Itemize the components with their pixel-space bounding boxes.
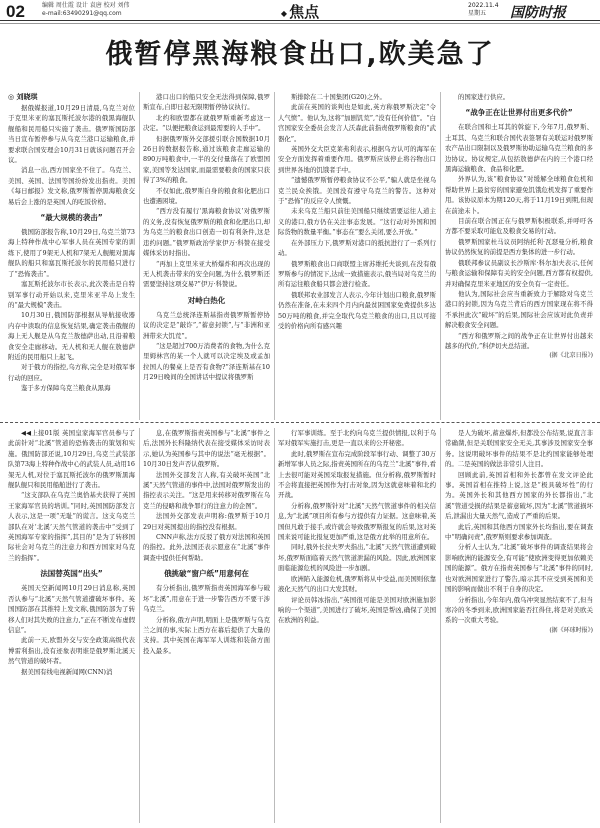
header-rule [0, 23, 600, 24]
article-column-3 [278, 92, 436, 419]
article-paragraph: “这是超过700万消费者的食物,为什么克里姆林宫的某一个人就可以决定埃及或孟加拉国人的餐桌上是否有食物?”泽连斯基在10月29日晚间的全国讲话中提议将俄罗斯 [143, 341, 270, 382]
article-paragraph: 分析称,俄罗斯针对“北溪”天然气管道事件的相关信息,为“北溪”项目所有参与方提供有力证据。这意味着,英国但凡敢于接手,或许就会导致俄罗斯报复的后果,这对英国来说可能比报复更加严重,这是俄方此举的用意所在。 [278, 501, 436, 542]
article-paragraph: 英国外交大臣克莱弗利表示,根据乌方认可的海军在安全方面发挥着重要作用。俄罗斯应该停止将谷物出口到世界各地的饥饿者手中。 [278, 145, 436, 174]
article-paragraph: 分析指出,今年年内,俄乌冲突显然结束不了,但当寒冷的冬季到来,欧洲国家能否扛得住,将是对美欧关系的一次重大考验。 [445, 595, 593, 625]
article-paragraph: 目前在联合国正在与俄罗斯积极联系,并呼吁各方都不要采取可能危及粮食交易的行动。 [445, 217, 593, 236]
section-divider [0, 422, 600, 423]
column-rule [440, 428, 441, 823]
article-paragraph: 同时,俄外长拉夫罗夫指出,“北溪”天然气管道遭到破坏,俄罗斯面临着天然气管道泄漏的风险。因此,欧洲国家面临能源危机的风险进一步加剧。 [278, 543, 436, 573]
article-paragraph: 消息一出,西方国家坐不住了。乌克兰、美国、英国、法国等国纷纷发出指责。美国《每日邮报》发文称,俄罗斯暂停黑海粮食交易后会上涨的是英国人的吃饭价格。 [8, 166, 135, 206]
article-paragraph: 此前一天,欧盟外交与安全政策高级代表博雷利指出,没有迹象表明谁是俄罗斯北溪天然气管道的破坏者。 [8, 636, 135, 666]
article-paragraph: 未来乌克兰船只前往美国船只继续需要运往人道主义的港口,俄方仍在关注事态发展。“这行动对外国和国际货物的数量平衡。”事态在“要么关闭,要么开放。” [278, 207, 436, 237]
article-paragraph: 俄联邦农业部发言人表示,今年计划出口粮食,俄罗斯仍然在准备,在未来四个月内向最贫困国家免费提供多达50万吨的粮食,并完全取代乌克兰粮食的出口,且以可接受的价格向所有感兴趣 [278, 290, 436, 330]
weekday-text: 星期五 [468, 10, 487, 17]
article-column-4 [445, 92, 593, 419]
section-subheading: 俄挑破“窗户纸”用意何在 [164, 569, 249, 579]
article-paragraph: 此后,英国和其他西方国家外长均指出,要在调查中“明确问责”,俄罗斯则要求参加调查。 [445, 522, 593, 542]
main-headline: 俄暂停黑海粮食出口,欧美急了 [105, 39, 495, 70]
article-paragraph: 塞瓦斯托波尔市长表示,此次袭击是自特别军事行动开始以来,克里米亚半岛上发生的“最大规模”袭击。 [8, 280, 135, 309]
article-paragraph: 在外部压力下,俄罗斯对港口的抵抗进行了一系列行动。 [278, 238, 436, 258]
article-paragraph: 据美国有线电视新闻网(CNN)消 [21, 667, 113, 676]
section-subheading: “战争正在让世界付出更多代价” [465, 108, 573, 118]
column-rule [274, 92, 275, 420]
page-number: 02 [6, 2, 25, 21]
article-column-1 [8, 103, 135, 419]
article-column-2 [143, 92, 270, 419]
article-paragraph: “遗憾俄罗斯暂停粮食协议不公平,”骗人就是坐视乌克兰民众挨饿。美国没有遵守乌克兰的警告。这种对于“恐怖”的反应令人愤慨。 [278, 176, 436, 206]
column-rule [440, 92, 441, 420]
byline-author: 刘晓琪 [16, 93, 38, 101]
article-paragraph: “西方没有履行‘黑海粮食协议’对俄罗斯的义务,没有恢复俄罗斯的粮食和化肥出口,却为乌克兰的粮食出口创造一切有利条件,这是违约问题。”俄罗斯政治学家伊万·科赞在接受媒体采访时指出。 [143, 207, 270, 258]
article-paragraph: “再加上克里米亚大桥爆炸和再次出现的无人机袭击带来的安全问题,为什么俄罗斯还需要坚持这项交易?”伊万·科赞说。 [143, 259, 270, 289]
article-paragraph: 港口出口的船只安全无法得到保障,俄罗斯宣布,自即日起无限期暂停协议执行。 [143, 93, 270, 112]
article-paragraph: 但据俄罗斯外交部援引联合国数据10月26日的数据报告称,通过该粮食走廊运输的890万吨粮食中,一半的交付量落在了欧盟国家,美国等发达国家,而最需要粮食的国家只获得了3%的粮食。 [143, 134, 270, 185]
article-paragraph: 的国家进行供应。 [458, 93, 510, 101]
article-paragraph: “西方和俄罗斯之间的战争正在让世界付出越来越多的代价,”科伊切夫总结道。 [445, 331, 593, 350]
article-paragraph: 此前在英国的谈判也是如此,英方称俄罗斯决定“令人气愤”。他认为,这将“加剧饥荒”,“没有任何价值”。“白宫国家安全委员会发言人沃森此前指责俄罗斯粮食的“武器化”。 [278, 103, 436, 143]
source-credit: (据《北京日报》) [549, 352, 593, 360]
page-header [0, 0, 600, 21]
article-paragraph: 斯排除在二十国集团(G20)之外。 [291, 93, 386, 101]
article-paragraph: 法国外交部发表声明称:俄罗斯于10月29日对英国提出的指控没有根据。 [143, 512, 270, 531]
article-paragraph: 不仅如此,俄罗斯自身的粮食和化肥出口也遭遇困境。 [143, 186, 270, 206]
masthead-brand: 国防时报 [510, 5, 566, 21]
article-paragraph: 息,在俄罗斯指责英国参与“北溪”事件之后,法国外长科隆纳代表在接受媒体采访时表示,她认为英国参与其中的说法“毫无根据”。10月30日发声否认俄罗斯。 [143, 429, 270, 469]
section-subheading: “最大规模的袭击” [40, 213, 103, 223]
section-subheading: 法国替英国“出头” [40, 569, 103, 579]
article-paragraph: “这支部队在乌克兰奥恰基夫获得了英国王家海军官员的培训。”同时,英国国防部发言人表示,这是一项“无耻”的谎言。这支乌克兰部队在对‘北溪’天然气管道的袭击中“受到了英国海军专家的指挥”,其目的“是为了转移国际社会对乌克兰的注意力和西方国家对乌克兰的指挥”。 [8, 491, 135, 562]
editor-meta [42, 2, 130, 18]
article-paragraph: 俄罗斯国家杜马议员阿纳托利·瓦瑟曼分析,粮食协议仍然恢复的前提是西方集体的进一步行动。 [445, 237, 593, 257]
article-paragraph: 据俄媒报道,10月29日清晨,乌克兰对位于克里米亚的塞瓦斯托波尔港的俄黑海舰队舰船和民用船只实施了袭击。俄罗斯国防部当日宣布暂停参与从乌克兰港口运输粮食,并要求联合国安理会10月31日就该问题召开会议。 [8, 104, 135, 165]
article-paragraph: 有分析指出,俄罗斯指责英国海军参与破坏“北溪”,用意在于进一步警告西方不要干涉乌克兰。 [143, 584, 270, 614]
column-rule [139, 92, 140, 420]
article-paragraph: 对于俄方的指控,乌方称,完全是对俄军事行动的回应。 [8, 363, 135, 382]
column-rule [139, 428, 140, 823]
article-column-7 [278, 428, 436, 823]
article-paragraph: 回顾此前,英国首相和外长都曾在发文评论此事。英国首相在推特上说,这是“极具破坏性”的行为。英国外长和其他西方国家的外长都指出,“北溪”管道受损的结果是蓄意破坏,因为“北溪”管道损坏后,泄漏出大量天然气,造成了严重的后果。 [445, 470, 593, 521]
article-paragraph: 法国外交部发言人称,有关破坏英国“北溪”天然气管道的事件中,法国对俄罗斯发出的指控表示关注。“这是用来转移对俄罗斯在乌克兰的侵略和战争罪行的注意力的企图”。 [143, 470, 270, 510]
editor-email: e-mail:63490291@qq.com [42, 10, 122, 17]
article-paragraph: 他认为,国际社会应当重新致力于解除对乌克兰港口的封锁,因为乌克兰背后的西方国家现在将不得不承担此次“破坏”的后果,国际社会应该对此负责并解决粮食安全问题。 [445, 289, 593, 330]
article-paragraph: 10月30日,俄国防部根据从导航接收器内存中读取的信息恢复结果,确定袭击俄舰的海上无人舰是从乌克兰敖德萨出动,且沿着粮食安全走廊移动。无人机和无人舰在敖德萨附近的民用船只上起飞。 [8, 311, 135, 361]
editor-credits: 编辑 周仕霞 设计 袁唐 校对 刘伟 [42, 2, 130, 9]
article-paragraph: 鉴于多方保障乌克兰粮食从黑海 [21, 384, 111, 393]
article-paragraph: 评论员韩冰指出,“英国很可能是美国对欧洲施加影响的一个渠道”,美国进行了破坏,英国是帮凶,确保了美国在欧洲的利益。 [278, 595, 436, 625]
article-paragraph: 分析人士认为,“北溪”破坏事件的调查结果将会影响欧洲的能源安全,有可能“使欧洲变得更加依赖美国的能源”。俄方在指责英国参与“北溪”事件的同时,也对欧洲国家进行了警告,暗示其不应受到英国和美国的影响而做出不利于自身的决定。 [445, 543, 593, 594]
article-paragraph: ◀◀上接01版 英国皇家海军官员参与了此前针对“北溪”管道的恐怖袭击的策划和实施。俄国防部还说,10月29日,乌克兰武装部队第73海上特种作战中心的武装人员,动用16架无人机,对位于塞瓦斯托波尔的俄罗斯黑海舰队舰只和民用船舶进行了袭击。 [8, 429, 135, 490]
article-paragraph: 俄联邦参议员副议长沙斯库·科尔加夫表示,任何与粮食运输和保障有关的安全问题,西方都有权提供,并对确保克里米亚地区的安全负有一定责任。 [445, 258, 593, 288]
issue-date [468, 2, 499, 18]
article-paragraph: 英国天空新闻网10月29日消息称,英国否认参与“北溪”天然气管道遭破坏事件。英国国防部在其推特上发文称,俄国防部为了转移人们对其失败的注意力,“正在不断发布虚假信息”。 [8, 584, 135, 634]
article-paragraph: 俄罗斯粮食出口商联盟主席苏维托夫谈到,在没有俄罗斯参与的情况下,达成一致措施表示,俄当局对乌克兰的所有运往粮食船只都会进行检查。 [278, 259, 436, 289]
article-paragraph: 是人为破坏,蓄意爆炸,但都没公布结果,说直言非常确凿,但是关联国家安全无关,其事涉及国家安全事务。这说明破坏事件的结果不是北约国家能够处理的。二是英国的做法非常引人注目。 [445, 429, 593, 469]
article-paragraph: 行军事训练。至于北约向乌克兰提供情报,以利于乌军对俄军实施打击,更是一直以来的公开秘密。 [278, 429, 436, 448]
column-rule [274, 428, 275, 823]
article-paragraph: 分析称,俄方声明,明面上是俄罗斯与乌克兰之间的事,实际上西方在幕后提供了大量的支持。其中英国在海军军人训练和装备方面投入最多。 [143, 615, 270, 655]
article-column-6 [143, 428, 270, 823]
article-paragraph: 北约和欧盟都在就俄罗斯重新考虑这一决定。“以便把粮食运到最需要的人手中”。 [143, 113, 270, 133]
date-text: 2022.11.4 [468, 2, 499, 9]
article-paragraph: CNN声称,法方反驳了俄方对法国和英国的指控。此外,法国还表示愿意在“北溪”事件调查中提供任何帮助。 [143, 533, 270, 562]
article-paragraph: 在联合国和土耳其的斡旋下,今年7月,俄罗斯、土耳其、乌克兰和联合国代表签署有关联运对俄罗斯农产品出口限制以及俄罗斯协助运输乌克兰粮食的多边协议。协议规定,从包括敖德萨在内的三个港口经黑海运输粮食、食品和化肥。 [445, 123, 593, 174]
article-paragraph: 俄国防部报告称,10月29日,乌克兰第73海上特种作战中心军事人员在英国专家的训练下,使用了9架无人机和7架无人舰艇对黑海舰队的船只和塞瓦斯托波尔的民用船只进行了“恐怖袭击”。 [8, 228, 135, 278]
article-paragraph: 欧洲陷入能源危机,俄罗斯将从中受益,而美国则依靠液化天然气的出口大发其财。 [278, 574, 436, 594]
article-paragraph: 此时,俄罗斯在宣布完成阶段军事行动、调整了30万新增军事人员之际,指责英国所在的乌克兰“北溪”事件,看上去很可能对英国采取报复措施。但分析称,俄罗斯暂时不会将直接把英国作为打击对象,因为这就意味着和北约开战。 [278, 449, 436, 500]
article-column-5 [8, 428, 135, 823]
article-paragraph: 外界认为,该“粮食协议”对缓解全球粮食危机和帮助世界上最贫穷的国家避免饥饿危机发挥了重要作用。该协议原本为期120天,将于11月19日到期,但现在前途未卜。 [445, 175, 593, 215]
article-column-8 [445, 428, 593, 823]
source-credit: (据《环球时报》) [549, 626, 593, 634]
section-subheading: 对峙白热化 [187, 295, 226, 305]
byline: ◎ 刘晓琪 [8, 93, 38, 101]
article-paragraph: 乌克兰总统泽连斯基指责俄罗斯暂停协议的决定是“敲诈”,“蓄意封锁”,与“非洲和亚洲带来大饥荒”。 [143, 310, 270, 340]
section-title: ◆ 焦点 [250, 1, 350, 22]
